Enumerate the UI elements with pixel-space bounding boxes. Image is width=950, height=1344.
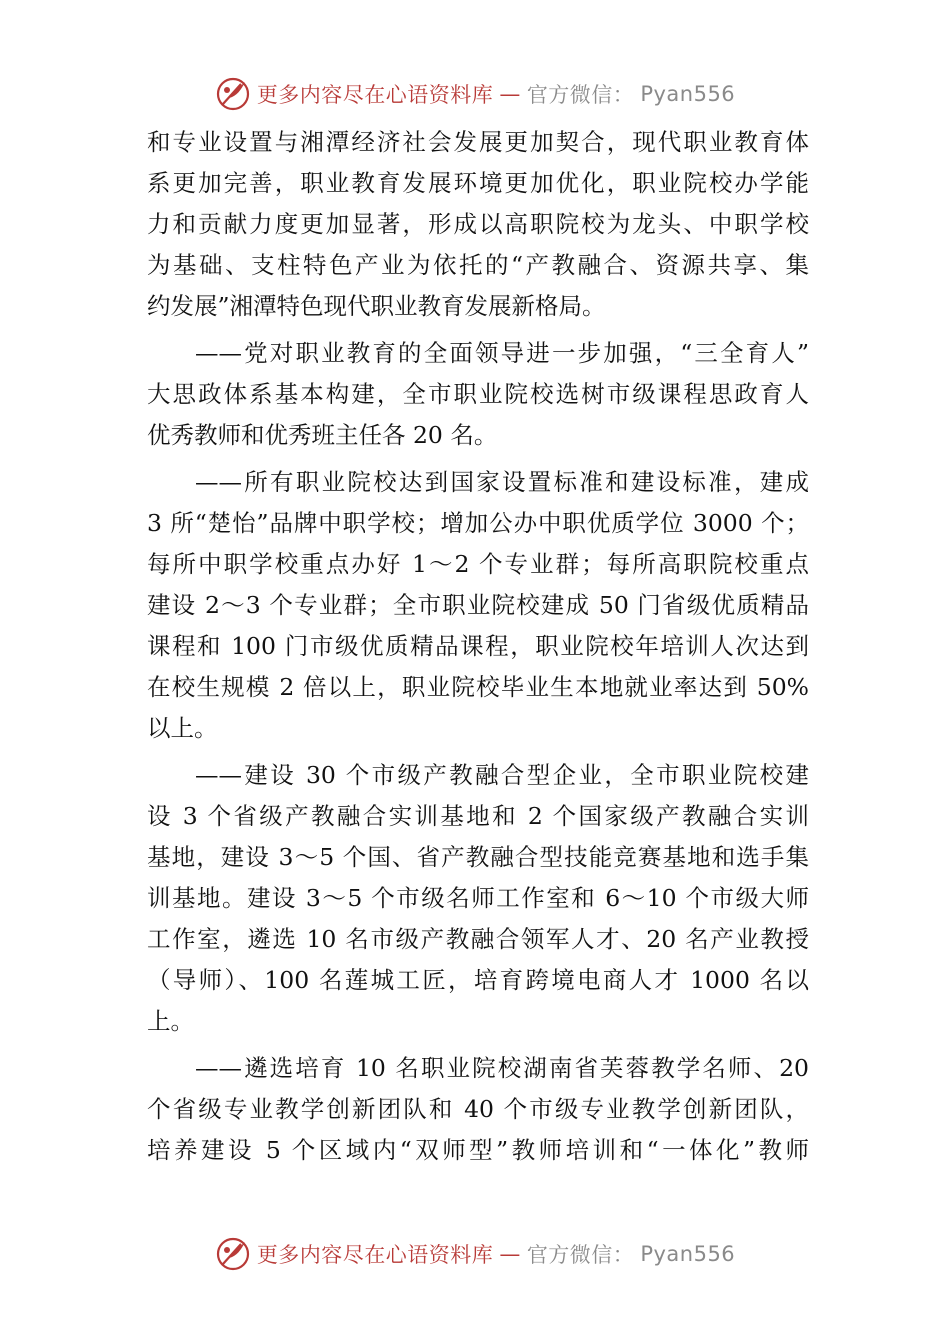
paragraph	[147, 1048, 809, 1171]
text-line: ——党对职业教育的全面领导进一步加强，“三全育人”	[195, 339, 809, 367]
header-wechat-handle: Pyan556	[640, 82, 736, 106]
text-line: 每所中职学校重点办好 1～2 个专业群；每所高职院校重点	[147, 550, 809, 578]
header-promo-text: 更多内容尽在心语资料库	[256, 83, 494, 107]
document-body	[147, 122, 809, 1177]
text-line: 设 3 个省级产教融合实训基地和 2 个国家级产教融合实训	[147, 802, 809, 830]
text-line: ——建设 30 个市级产教融合型企业，全市职业院校建	[195, 761, 809, 789]
footer-promo-text: 更多内容尽在心语资料库	[256, 1243, 494, 1267]
quill-logo-icon	[215, 76, 251, 112]
paragraph	[147, 755, 809, 1042]
text-line: 工作室，遴选 10 名市级产教融合领军人才、20 名产业教授	[147, 925, 809, 953]
quill-logo-icon	[215, 1236, 251, 1272]
header-official-label: 官方微信：	[526, 83, 635, 107]
paragraph	[147, 333, 809, 456]
text-line: 系更加完善，职业教育发展环境更加优化，职业院校办学能	[147, 169, 809, 197]
footer-official-label: 官方微信：	[526, 1243, 635, 1267]
paragraph	[147, 122, 809, 327]
text-line: 优秀教师和优秀班主任各 20 名。	[147, 421, 498, 449]
text-line: 约发展”湘潭特色现代职业教育发展新格局。	[147, 292, 606, 320]
footer-wechat-handle: Pyan556	[640, 1242, 736, 1266]
text-line: （导师）、100 名莲城工匠，培育跨境电商人才 1000 名以	[147, 966, 809, 994]
header-separator: —	[499, 82, 521, 106]
text-line: 在校生规模 2 倍以上，职业院校毕业生本地就业率达到 50%	[147, 673, 809, 701]
footer-banner	[0, 1230, 950, 1278]
text-line: ——所有职业院校达到国家设置标准和建设标准，建成	[195, 468, 809, 496]
text-line: 培养建设 5 个区域内“双师型”教师培训和“一体化”教师	[147, 1136, 809, 1164]
text-line: 上。	[147, 1007, 194, 1035]
header-banner	[0, 70, 950, 118]
footer-separator: —	[499, 1242, 521, 1266]
text-line: 建设 2～3 个专业群；全市职业院校建成 50 门省级优质精品	[147, 591, 809, 619]
text-line: ——遴选培育 10 名职业院校湖南省芙蓉教学名师、20	[195, 1054, 809, 1082]
text-line: 个省级专业教学创新团队和 40 个市级专业教学创新团队，	[147, 1095, 809, 1123]
text-line: 以上。	[147, 714, 218, 742]
text-line: 大思政体系基本构建，全市职业院校选树市级课程思政育人	[147, 380, 809, 408]
text-line: 和专业设置与湘潭经济社会发展更加契合，现代职业教育体	[147, 128, 809, 156]
text-line: 基地，建设 3～5 个国、省产教融合型技能竞赛基地和选手集	[147, 843, 809, 871]
text-line: 3 所“楚怡”品牌中职学校；增加公办中职优质学位 3000 个；	[147, 509, 809, 537]
text-line: 训基地。建设 3～5 个市级名师工作室和 6～10 个市级大师	[147, 884, 809, 912]
paragraph	[147, 462, 809, 749]
text-line: 课程和 100 门市级优质精品课程，职业院校年培训人次达到	[147, 632, 809, 660]
text-line: 力和贡献力度更加显著，形成以高职院校为龙头、中职学校	[147, 210, 809, 238]
text-line: 为基础、支柱特色产业为依托的“产教融合、资源共享、集	[147, 251, 809, 279]
